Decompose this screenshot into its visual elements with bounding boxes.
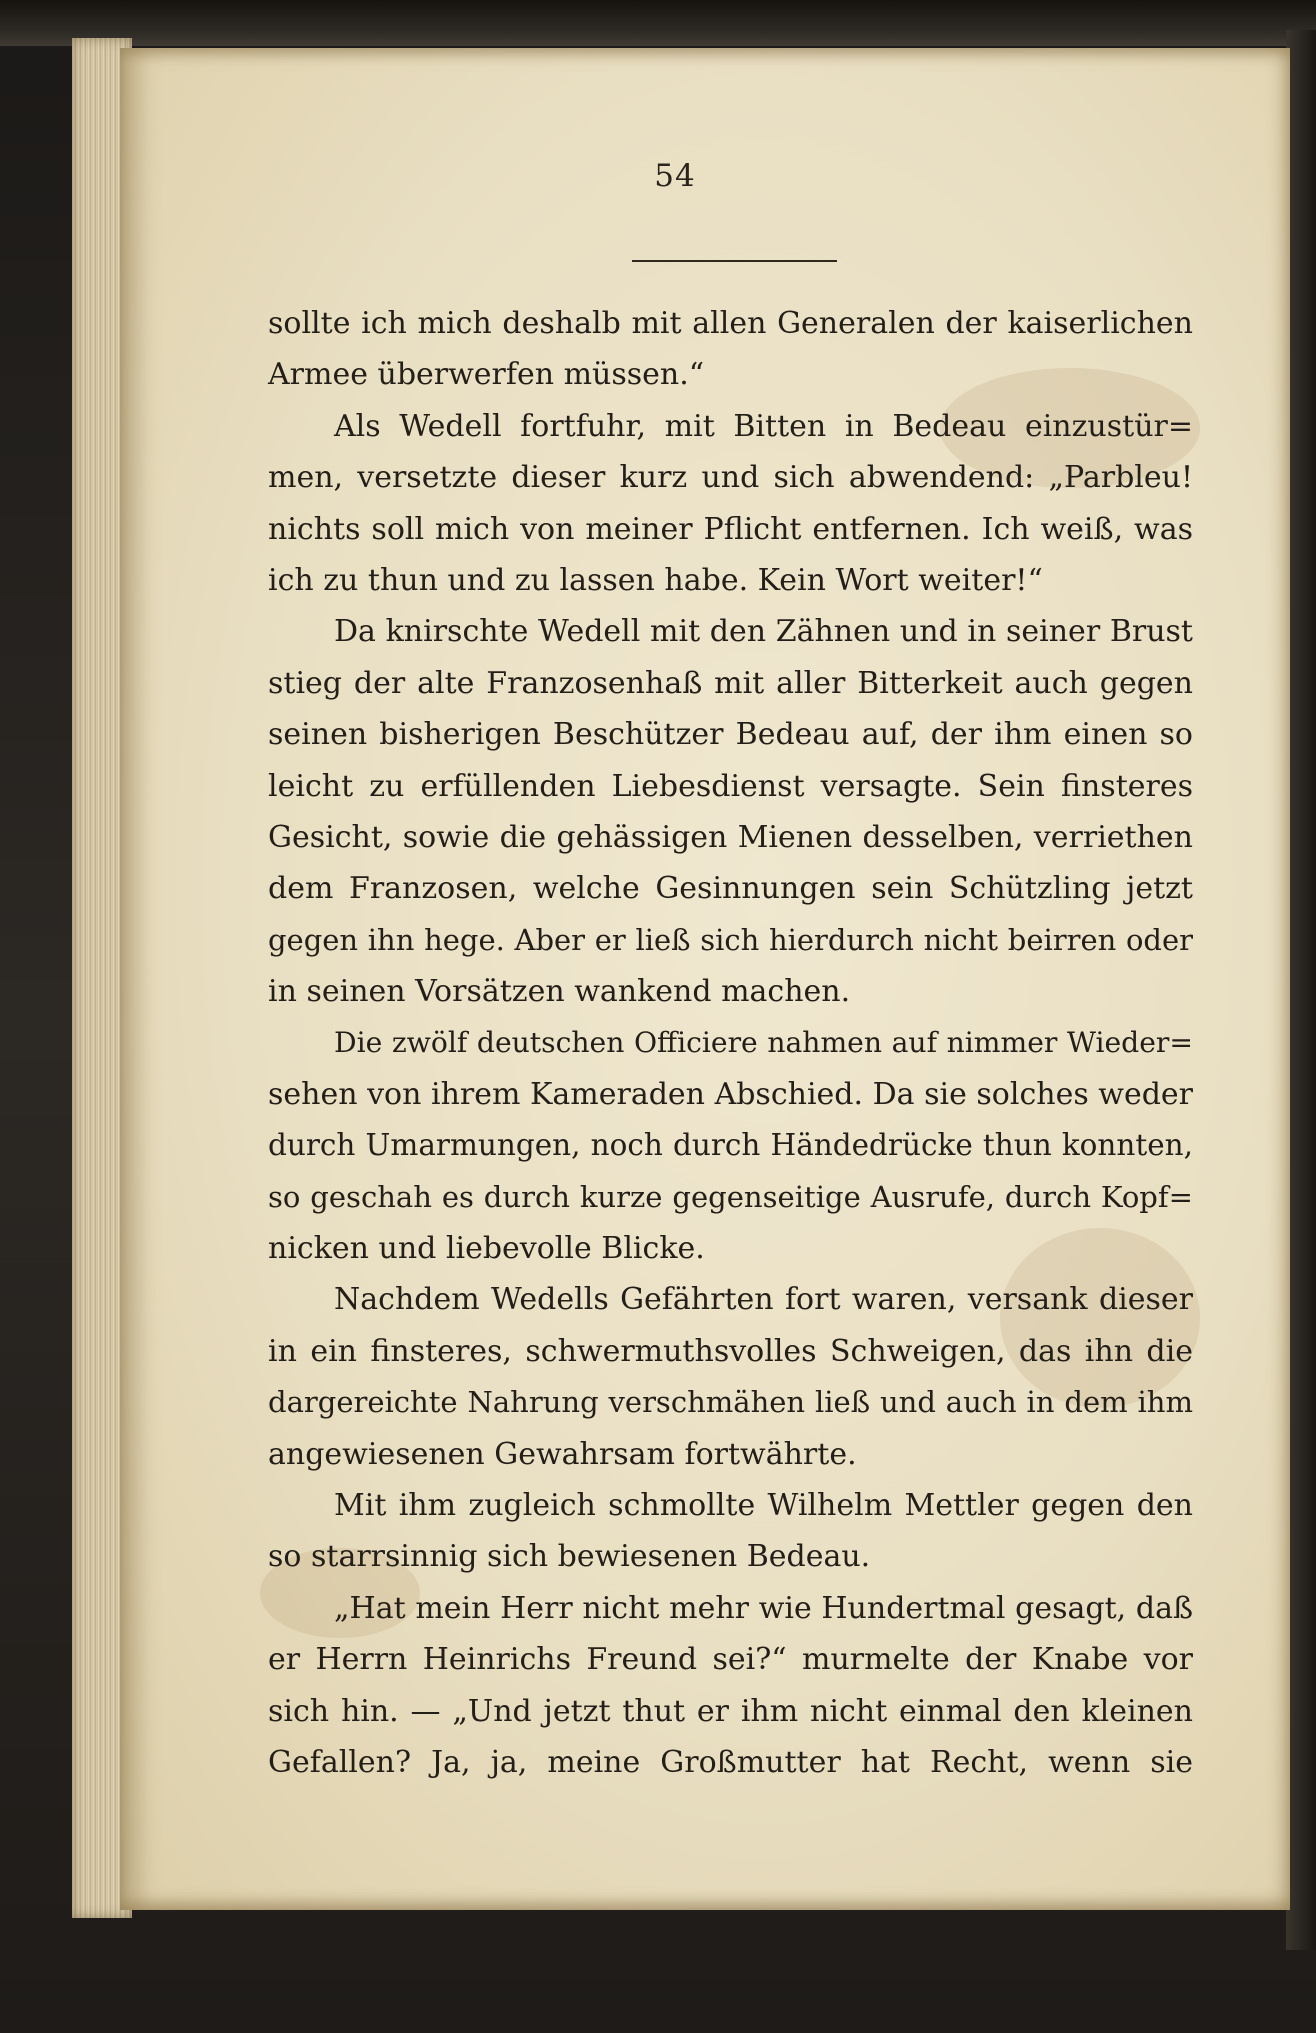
text-line: nichts soll mich von meiner Pflicht entfernen. Ich weiß, was <box>268 511 1193 547</box>
text-line: in ein finsteres, schwermuthsvolles Schweigen, das ihn die <box>268 1333 1193 1369</box>
text-line: Nachdem Wedells Gefährten fort waren, versank dieser <box>334 1282 1193 1318</box>
text-line: „Hat mein Herr nicht mehr wie Hundertmal gesagt, daß <box>334 1590 1193 1626</box>
book-cover-edge <box>1286 30 1316 1950</box>
text-line: nicken und liebevolle Blicke. <box>268 1231 705 1267</box>
text-line: gegen ihn hege. Aber er ließ sich hierdurch nicht beirren oder <box>268 922 1193 957</box>
body-text <box>268 298 1193 1788</box>
text-line: Die zwölf deutschen Officiere nahmen auf nimmer Wieder= <box>334 1026 1193 1060</box>
text-line: Mit ihm zugleich schmollte Wilhelm Mettler gegen den <box>334 1487 1193 1523</box>
text-line: dem Franzosen, welche Gesinnungen sein Schützling jetzt <box>268 871 1193 907</box>
text-line: Gefallen? Ja, ja, meine Großmutter hat Recht, wenn sie <box>268 1744 1193 1780</box>
text-line: durch Umarmungen, noch durch Händedrücke thun konnten, <box>268 1128 1193 1163</box>
page-number: 54 <box>654 158 696 194</box>
text-line: in seinen Vorsätzen wankend machen. <box>268 974 851 1010</box>
text-line: men, versetzte dieser kurz und sich abwendend: „Parbleu! <box>268 460 1193 496</box>
text-line: so geschah es durch kurze gegenseitige Ausrufe, durch Kopf= <box>268 1179 1193 1214</box>
text-line: sollte ich mich deshalb mit allen Generalen der kaiserlichen <box>268 306 1193 341</box>
text-line: Gesicht, sowie die gehässigen Mienen desselben, verriethen <box>268 819 1193 855</box>
text-line: sich hin. — „Und jetzt thut er ihm nicht einmal den kleinen <box>268 1693 1193 1729</box>
text-line: angewiesenen Gewahrsam fortwährte. <box>268 1436 857 1472</box>
text-line: ich zu thun und zu lassen habe. Kein Wort weiter!“ <box>268 562 1043 598</box>
book-cover-top <box>0 0 1316 46</box>
text-line: Als Wedell fortfuhr, mit Bitten in Bedeau einzustür= <box>334 408 1193 444</box>
text-line: stieg der alte Franzosenhaß mit aller Bitterkeit auch gegen <box>268 665 1193 701</box>
text-line: sehen von ihrem Kameraden Abschied. Da sie solches weder <box>268 1076 1193 1112</box>
text-line: so starrsinnig sich bewiesenen Bedeau. <box>268 1539 871 1575</box>
text-line: er Herrn Heinrichs Freund sei?“ murmelte der Knabe vor <box>268 1642 1193 1678</box>
header-rule <box>632 260 837 262</box>
text-line: seinen bisherigen Beschützer Bedeau auf, der ihm einen so <box>268 717 1193 753</box>
text-line: leicht zu erfüllenden Liebesdienst versagte. Sein finsteres <box>268 768 1193 804</box>
text-line: Armee überwerfen müssen.“ <box>268 357 705 393</box>
text-line: Da knirschte Wedell mit den Zähnen und in seiner Brust <box>334 614 1193 650</box>
text-line: dargereichte Nahrung verschmähen ließ und auch in dem ihm <box>268 1385 1193 1420</box>
